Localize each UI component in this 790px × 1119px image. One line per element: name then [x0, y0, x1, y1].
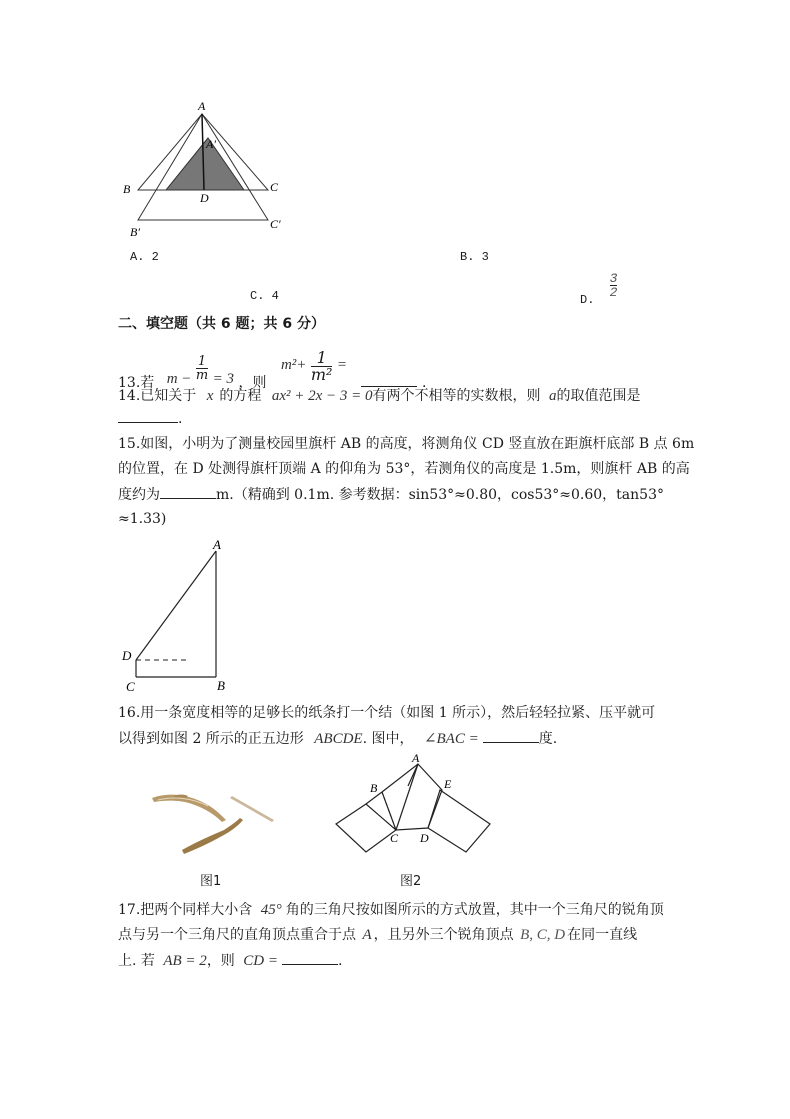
q16-line2: [118, 728, 557, 749]
q17-ab: AB = 2: [163, 953, 207, 969]
q13-expr2-den: m²: [310, 365, 333, 384]
caption-figure-2: 图2: [400, 874, 422, 889]
q13-expr-eq: = 3: [212, 370, 235, 387]
option-a: A. 2: [130, 250, 159, 264]
q17-line1-a: 17.把两个同样大小含: [118, 902, 253, 918]
label-c-prime: C′: [270, 217, 281, 231]
q17-line3: [118, 950, 342, 971]
q17-point-a: A: [362, 927, 372, 943]
option-d-num: 3: [609, 271, 618, 286]
caption-figure-1: 图1: [200, 874, 222, 889]
q17-line2-a: 点与另一个三角尺的直角顶点重合于点: [118, 927, 356, 943]
flagpole-figure: [118, 535, 248, 695]
q17-line1: [118, 900, 664, 920]
q14-answer-blank[interactable]: [118, 408, 178, 423]
q13-prefix: 13.若: [118, 374, 155, 391]
q16-line2-c: 度.: [538, 731, 558, 747]
q17-angle: 45°: [260, 902, 282, 918]
label-a: A: [198, 99, 206, 113]
label-d: D: [200, 191, 209, 205]
q14-var-a: a: [548, 388, 557, 404]
q14-var-x: x: [206, 388, 214, 404]
q17-line3-a: 上. 若: [118, 953, 155, 969]
fp-label-d: D: [122, 648, 132, 663]
diagonal-ac: [396, 764, 418, 830]
q17-line2: [118, 925, 637, 945]
q17-points: B, C, D: [520, 927, 566, 943]
q15-answer-blank[interactable]: [160, 484, 216, 499]
pentagon-outline: [382, 764, 442, 830]
q17-end: .: [337, 953, 343, 969]
pentagon-knot-figure: [330, 752, 500, 864]
q13-expr2-m: m²+: [280, 356, 307, 373]
q13-frac-den: m: [195, 368, 209, 383]
q13-fraction: [196, 355, 208, 382]
label-a-prime: A′: [206, 137, 216, 151]
q13-expr2-eq: =: [336, 356, 348, 373]
pk-label-a: A: [412, 752, 420, 765]
q14-text2: 有两个不相等的实数根，则: [372, 388, 541, 404]
option-d-fraction: [610, 272, 618, 299]
question-14: [118, 386, 640, 406]
triangle-figure: [118, 98, 298, 238]
q14-prefix: 14.已知关于: [118, 388, 197, 404]
q16-pentagon: ABCDE: [314, 731, 363, 747]
paper-strip-right: [230, 796, 274, 822]
fp-label-c: C: [126, 679, 135, 694]
question-13: [118, 346, 427, 391]
q13-answer-blank[interactable]: [361, 372, 417, 387]
q16-answer-blank[interactable]: [483, 728, 539, 743]
q16-line2-a: 以得到如图 2 所示的正五边形: [118, 731, 304, 747]
option-d: [580, 271, 618, 307]
pk-label-b: B: [370, 781, 378, 795]
q15-line3-a: 度约为: [118, 487, 160, 503]
q15-line4: ≈1.33): [118, 511, 167, 527]
q17-answer-blank[interactable]: [282, 950, 338, 965]
q16-angle: ∠BAC =: [423, 731, 479, 747]
q17-line2-c: 在同一直线: [567, 927, 638, 943]
q17-line1-b: 角的三角尺按如图所示的方式放置，其中一个三角尺的锐角顶: [285, 902, 664, 918]
q13-fraction-2: [311, 350, 333, 383]
q15-line3: [118, 484, 664, 505]
q13-frac-num: 1: [197, 354, 207, 369]
fp-label-b: B: [217, 678, 225, 693]
q16-line1: 16.用一条宽度相等的足够长的纸条打一个结（如图 1 所示），然后轻轻拉紧、压平就可: [118, 705, 656, 721]
q14-answer-line: [118, 408, 182, 429]
q13-end: .: [421, 374, 427, 391]
q14-mid: 的方程: [219, 388, 262, 404]
right-strip: [428, 790, 490, 852]
section-title: 二、填空题（共 6 题；共 6 分）: [118, 316, 325, 332]
fp-label-a: A: [213, 537, 221, 552]
paper-strip-lower: [182, 818, 243, 854]
q15-line3-b: m.（精确到 0.1m. 参考数据：sin53°≈0.80，cos53°≈0.60，tan53°: [216, 487, 664, 503]
pk-label-c: C: [390, 831, 399, 845]
q15-line1: 15.如图，小明为了测量校园里旗杆 AB 的高度，将测角仪 CD 竖直放在距旗杆底部 B 点 6m: [118, 436, 695, 452]
label-b-prime: B′: [130, 225, 140, 238]
label-c: C: [270, 180, 279, 194]
q15-line2: 的位置，在 D 处测得旗杆顶端 A 的仰角为 53°，若测角仪的高度是 1.5m，则旗杆 AB 的高: [118, 461, 690, 477]
knot-photo-figure: [148, 786, 283, 861]
sight-line-da: [136, 551, 216, 660]
left-strip: [336, 804, 396, 852]
q14-equation: ax² + 2x − 3 = 0: [271, 388, 373, 404]
option-d-den: 2: [609, 285, 618, 300]
q13-expr-m: m −: [166, 370, 192, 387]
option-d-prefix: D.: [580, 292, 595, 307]
option-c: C. 4: [250, 289, 279, 303]
q13-expr2-num: 1: [316, 348, 327, 367]
option-b: B. 3: [460, 250, 489, 264]
pk-label-d: D: [420, 831, 429, 845]
shaded-triangle: [166, 138, 244, 190]
q13-mid: ，则: [238, 374, 267, 391]
q17-cd: CD =: [243, 953, 278, 969]
pk-label-e: E: [444, 777, 452, 791]
label-b: B: [123, 182, 131, 196]
q14-end: .: [178, 411, 183, 427]
q16-line2-b: . 图中，: [362, 731, 414, 747]
q14-text3: 的取值范围是: [556, 388, 641, 404]
q17-line2-b: ，且另外三个锐角顶点: [373, 927, 514, 943]
q17-line3-b: ，则: [206, 953, 235, 969]
